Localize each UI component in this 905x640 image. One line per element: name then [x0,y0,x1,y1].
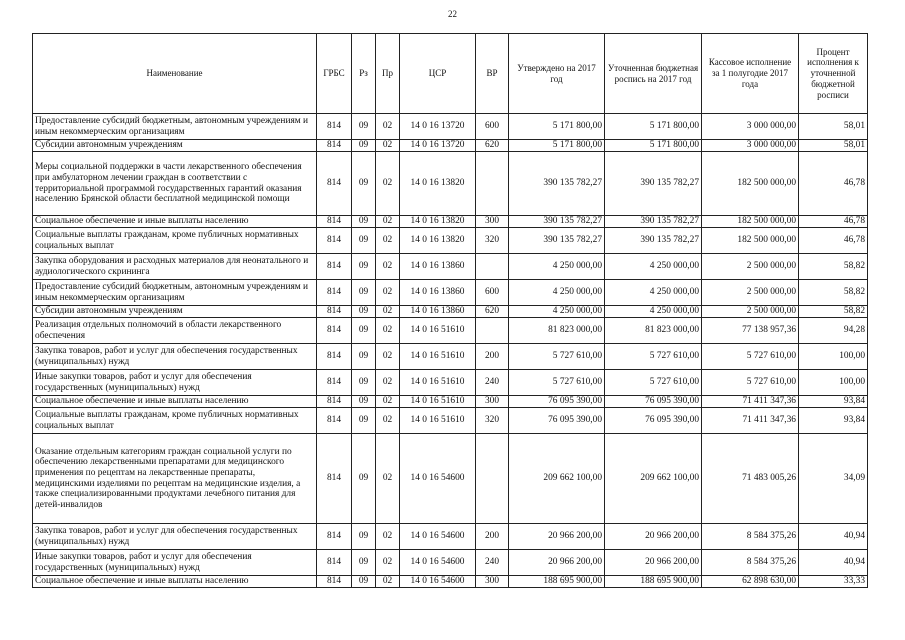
cell-pr: 02 [376,576,400,588]
cell-cash: 182 500 000,00 [702,152,799,216]
table-row [33,344,868,370]
cell-approved: 76 095 390,00 [509,396,605,408]
cell-refined: 390 135 782,27 [605,216,702,228]
cell-name: Предоставление субсидий бюджетным, автономным учреждениям и иным некоммерческим организациям [33,280,317,306]
cell-rz: 09 [352,434,376,524]
cell-approved: 4 250 000,00 [509,280,605,306]
cell-vr: 600 [476,280,509,306]
cell-refined: 4 250 000,00 [605,280,702,306]
cell-vr [476,318,509,344]
cell-refined: 76 095 390,00 [605,408,702,434]
cell-vr: 320 [476,408,509,434]
cell-grbs: 814 [317,344,352,370]
cell-vr [476,254,509,280]
cell-cash: 182 500 000,00 [702,228,799,254]
table-body [33,114,868,588]
cell-csr: 14 0 16 51610 [400,318,476,344]
cell-rz: 09 [352,114,376,140]
cell-grbs: 814 [317,396,352,408]
cell-csr: 14 0 16 13860 [400,254,476,280]
cell-percent: 40,94 [799,524,868,550]
cell-approved: 5 727 610,00 [509,370,605,396]
cell-refined: 20 966 200,00 [605,524,702,550]
cell-pr: 02 [376,152,400,216]
column-header-approved: Утверждено на 2017 год [509,34,605,114]
cell-grbs: 814 [317,254,352,280]
budget-execution-table [32,33,868,588]
table-row [33,370,868,396]
cell-name: Социальные выплаты гражданам, кроме публичных нормативных социальных выплат [33,228,317,254]
cell-vr [476,434,509,524]
cell-cash: 2 500 000,00 [702,254,799,280]
cell-percent: 40,94 [799,550,868,576]
cell-csr: 14 0 16 13820 [400,152,476,216]
cell-name: Реализация отдельных полномочий в области лекарственного обеспечения [33,318,317,344]
cell-vr: 620 [476,140,509,152]
cell-cash: 5 727 610,00 [702,370,799,396]
cell-grbs: 814 [317,370,352,396]
cell-pr: 02 [376,306,400,318]
cell-refined: 390 135 782,27 [605,228,702,254]
cell-pr: 02 [376,408,400,434]
column-header-grbs: ГРБС [317,34,352,114]
column-header-vr: ВР [476,34,509,114]
cell-approved: 81 823 000,00 [509,318,605,344]
cell-name: Социальное обеспечение и иные выплаты населению [33,576,317,588]
column-header-pr: Пр [376,34,400,114]
table-row [33,280,868,306]
cell-grbs: 814 [317,408,352,434]
cell-vr [476,152,509,216]
cell-rz: 09 [352,344,376,370]
cell-name: Закупка товаров, работ и услуг для обеспечения государственных (муниципальных) нужд [33,524,317,550]
cell-refined: 81 823 000,00 [605,318,702,344]
cell-refined: 4 250 000,00 [605,254,702,280]
table-row [33,216,868,228]
cell-vr: 300 [476,576,509,588]
cell-approved: 188 695 900,00 [509,576,605,588]
cell-rz: 09 [352,228,376,254]
table-row [33,318,868,344]
cell-cash: 2 500 000,00 [702,280,799,306]
cell-csr: 14 0 16 54600 [400,550,476,576]
cell-rz: 09 [352,524,376,550]
cell-name: Социальное обеспечение и иные выплаты населению [33,396,317,408]
cell-refined: 390 135 782,27 [605,152,702,216]
cell-pr: 02 [376,524,400,550]
cell-rz: 09 [352,216,376,228]
cell-grbs: 814 [317,550,352,576]
cell-percent: 33,33 [799,576,868,588]
cell-csr: 14 0 16 51610 [400,344,476,370]
cell-approved: 390 135 782,27 [509,152,605,216]
cell-grbs: 814 [317,216,352,228]
cell-csr: 14 0 16 54600 [400,524,476,550]
cell-pr: 02 [376,216,400,228]
cell-csr: 14 0 16 13860 [400,306,476,318]
cell-percent: 94,28 [799,318,868,344]
cell-grbs: 814 [317,576,352,588]
cell-vr: 300 [476,216,509,228]
cell-rz: 09 [352,254,376,280]
column-header-refined: Уточненная бюджетная роспись на 2017 год [605,34,702,114]
cell-percent: 58,01 [799,140,868,152]
cell-grbs: 814 [317,306,352,318]
cell-rz: 09 [352,152,376,216]
table-row [33,434,868,524]
cell-cash: 2 500 000,00 [702,306,799,318]
cell-pr: 02 [376,140,400,152]
cell-cash: 77 138 957,36 [702,318,799,344]
table-row [33,408,868,434]
cell-percent: 58,82 [799,254,868,280]
cell-pr: 02 [376,114,400,140]
cell-grbs: 814 [317,318,352,344]
cell-cash: 8 584 375,26 [702,550,799,576]
cell-grbs: 814 [317,280,352,306]
cell-vr: 320 [476,228,509,254]
cell-name: Субсидии автономным учреждениям [33,306,317,318]
cell-rz: 09 [352,318,376,344]
cell-name: Оказание отдельным категориям граждан социальной услуги по обеспечению лекарственными препаратами для медицинского применения по рецептам на лекарственные препараты, медицинскими изделиями по рецептам на медицинские изделия, а также специализированными продуктами лечебного питания для детей-инвалидов [33,434,317,524]
cell-approved: 4 250 000,00 [509,254,605,280]
cell-percent: 58,01 [799,114,868,140]
cell-csr: 14 0 16 13720 [400,114,476,140]
cell-grbs: 814 [317,114,352,140]
cell-rz: 09 [352,576,376,588]
cell-rz: 09 [352,408,376,434]
page-number: 22 [448,9,457,19]
cell-cash: 3 000 000,00 [702,114,799,140]
table-row [33,306,868,318]
cell-vr: 240 [476,550,509,576]
cell-vr: 240 [476,370,509,396]
table-row [33,576,868,588]
cell-name: Иные закупки товаров, работ и услуг для обеспечения государственных (муниципальных) нужд [33,550,317,576]
cell-name: Субсидии автономным учреждениям [33,140,317,152]
cell-cash: 71 411 347,36 [702,408,799,434]
cell-approved: 4 250 000,00 [509,306,605,318]
cell-pr: 02 [376,318,400,344]
cell-name: Социальные выплаты гражданам, кроме публичных нормативных социальных выплат [33,408,317,434]
table-row [33,228,868,254]
cell-name: Закупка товаров, работ и услуг для обеспечения государственных (муниципальных) нужд [33,344,317,370]
table-row [33,396,868,408]
cell-approved: 390 135 782,27 [509,216,605,228]
cell-name: Предоставление субсидий бюджетным, автономным учреждениям и иным некоммерческим организациям [33,114,317,140]
table-row [33,114,868,140]
column-header-csr: ЦСР [400,34,476,114]
cell-vr: 600 [476,114,509,140]
cell-vr: 200 [476,524,509,550]
cell-approved: 5 727 610,00 [509,344,605,370]
cell-percent: 58,82 [799,280,868,306]
cell-csr: 14 0 16 13820 [400,228,476,254]
cell-percent: 46,78 [799,216,868,228]
cell-refined: 5 727 610,00 [605,344,702,370]
cell-percent: 93,84 [799,396,868,408]
cell-cash: 3 000 000,00 [702,140,799,152]
cell-refined: 5 727 610,00 [605,370,702,396]
cell-cash: 62 898 630,00 [702,576,799,588]
cell-pr: 02 [376,344,400,370]
cell-approved: 5 171 800,00 [509,140,605,152]
cell-name: Социальное обеспечение и иные выплаты населению [33,216,317,228]
cell-refined: 188 695 900,00 [605,576,702,588]
cell-pr: 02 [376,550,400,576]
cell-grbs: 814 [317,434,352,524]
cell-cash: 182 500 000,00 [702,216,799,228]
cell-percent: 93,84 [799,408,868,434]
cell-percent: 100,00 [799,370,868,396]
cell-vr: 200 [476,344,509,370]
cell-rz: 09 [352,550,376,576]
cell-approved: 20 966 200,00 [509,550,605,576]
table-row [33,550,868,576]
cell-name: Иные закупки товаров, работ и услуг для обеспечения государственных (муниципальных) нужд [33,370,317,396]
cell-approved: 209 662 100,00 [509,434,605,524]
cell-csr: 14 0 16 13720 [400,140,476,152]
cell-percent: 100,00 [799,344,868,370]
cell-percent: 58,82 [799,306,868,318]
cell-approved: 390 135 782,27 [509,228,605,254]
cell-csr: 14 0 16 54600 [400,434,476,524]
cell-csr: 14 0 16 51610 [400,396,476,408]
cell-pr: 02 [376,396,400,408]
cell-refined: 209 662 100,00 [605,434,702,524]
cell-refined: 20 966 200,00 [605,550,702,576]
cell-refined: 5 171 800,00 [605,140,702,152]
header-row [33,34,868,114]
cell-refined: 76 095 390,00 [605,396,702,408]
table-row [33,524,868,550]
table-row [33,254,868,280]
cell-vr: 300 [476,396,509,408]
cell-cash: 8 584 375,26 [702,524,799,550]
cell-csr: 14 0 16 51610 [400,408,476,434]
cell-csr: 14 0 16 54600 [400,576,476,588]
cell-rz: 09 [352,306,376,318]
cell-approved: 20 966 200,00 [509,524,605,550]
cell-pr: 02 [376,228,400,254]
cell-csr: 14 0 16 13820 [400,216,476,228]
cell-percent: 46,78 [799,228,868,254]
cell-percent: 34,09 [799,434,868,524]
cell-vr: 620 [476,306,509,318]
column-header-name: Наименование [33,34,317,114]
table-row [33,140,868,152]
cell-grbs: 814 [317,228,352,254]
cell-refined: 5 171 800,00 [605,114,702,140]
cell-grbs: 814 [317,152,352,216]
cell-cash: 71 483 005,26 [702,434,799,524]
cell-name: Меры социальной поддержки в части лекарственного обеспечения при амбулаторном лечении граждан в соответствии с территориальной программой государственных гарантий оказания населению Брянской области бесплатной медицинской помощи [33,152,317,216]
cell-rz: 09 [352,280,376,306]
cell-rz: 09 [352,370,376,396]
cell-cash: 5 727 610,00 [702,344,799,370]
cell-pr: 02 [376,370,400,396]
cell-refined: 4 250 000,00 [605,306,702,318]
cell-grbs: 814 [317,524,352,550]
cell-cash: 71 411 347,36 [702,396,799,408]
cell-pr: 02 [376,254,400,280]
cell-pr: 02 [376,434,400,524]
cell-name: Закупка оборудования и расходных материалов для неонатального и аудиологического скрининга [33,254,317,280]
cell-rz: 09 [352,140,376,152]
column-header-percent: Процент исполнения к уточненной бюджетной росписи [799,34,868,114]
cell-csr: 14 0 16 51610 [400,370,476,396]
cell-percent: 46,78 [799,152,868,216]
cell-csr: 14 0 16 13860 [400,280,476,306]
cell-pr: 02 [376,280,400,306]
cell-approved: 5 171 800,00 [509,114,605,140]
cell-rz: 09 [352,396,376,408]
cell-approved: 76 095 390,00 [509,408,605,434]
column-header-rz: Рз [352,34,376,114]
column-header-cash: Кассовое исполнение за 1 полугодие 2017 года [702,34,799,114]
cell-grbs: 814 [317,140,352,152]
table-row [33,152,868,216]
